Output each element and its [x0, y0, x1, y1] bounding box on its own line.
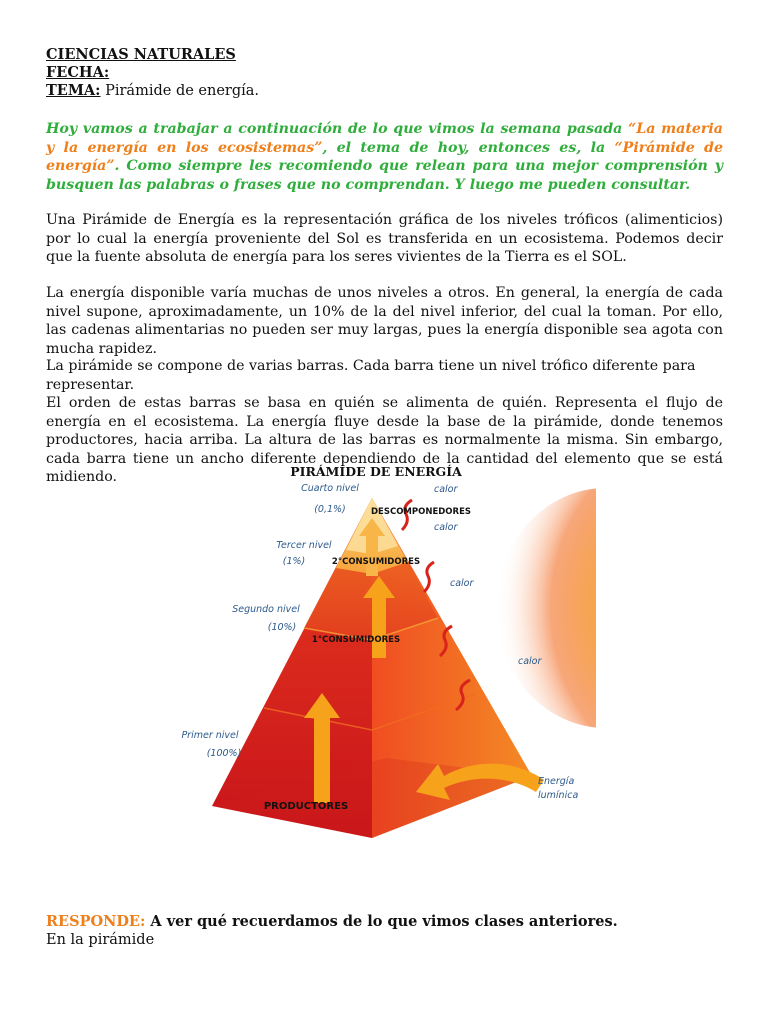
heat-label-2: calor	[450, 578, 474, 589]
sun-glow	[496, 488, 596, 728]
energy-pyramid-diagram	[176, 458, 596, 868]
intro-text-1: Hoy vamos a trabajar a continuación de lo que vimos la semana pasada	[46, 121, 629, 137]
heat-label-1: calor	[518, 656, 542, 667]
respond-text: A ver qué recuerdamos de lo que vimos clases anteriores.	[145, 913, 618, 930]
level-1-pct: (100%)	[206, 748, 242, 759]
heat-label-3: calor	[434, 522, 458, 533]
level-3-name: Tercer nivel	[276, 540, 332, 551]
document-header	[46, 46, 259, 100]
level-1-name: Primer nivel	[181, 730, 239, 741]
respond-keyword: RESPONDE:	[46, 913, 146, 930]
respond-line-2: En la pirámide	[46, 932, 155, 948]
level-1-group: PRODUCTORES	[263, 801, 349, 812]
paragraph-energy: La energía disponible varía muchas de unos niveles a otros. En general, la energía de cada nivel supone, aproximadamente, un 10% de la del nivel inferior, del cual la toman. Por ello, las cadenas alimentarias no pueden ser muy largas, pues la energía disponible sea agota con mucha rapidez.	[46, 285, 723, 357]
level-4-name: Cuarto nivel	[301, 483, 359, 494]
level-2-name: Segundo nivel	[232, 604, 300, 615]
level-3-group: 2°CONSUMIDORES	[331, 557, 421, 567]
level-2-pct: (10%)	[267, 622, 297, 633]
level-4-group: DESCOMPONEDORES	[370, 507, 472, 517]
paragraph-bars-line1: La pirámide se compone de varias barras. Cada barra tiene un nivel trófico diferente para representar.	[46, 358, 696, 393]
energy-pyramid-figure	[176, 458, 596, 868]
date-label: FECHA:	[46, 64, 110, 81]
topic-value: Pirámide de energía.	[105, 83, 260, 99]
subject-title: CIENCIAS NATURALES	[46, 46, 236, 63]
respond-line	[46, 912, 618, 931]
heat-label-4: calor	[434, 484, 458, 495]
level-3-pct: (1%)	[282, 556, 306, 567]
intro-text-3: . Como siempre les recomiendo que relean para una mejor comprensión y busquen las palabras o frases que no comprendan. Y luego me pueden consultar.	[46, 158, 723, 193]
paragraph-definition: Una Pirámide de Energía es la representación gráfica de los niveles tróficos (alimenticios) por lo cual la energía proveniente del Sol es transferida en un ecosistema. Podemos decir que la fuente absoluta de energía para los seres vivientes de la Tierra es el SOL.	[46, 212, 723, 265]
level-4-pct: (0,1%)	[314, 504, 346, 515]
intro-paragraph	[46, 120, 723, 194]
heat-arrow-3	[424, 562, 434, 592]
light-label-2: lumínica	[538, 790, 579, 801]
paragraph-bars-line2: El orden de estas barras se basa en quién se alimenta de quién. Representa el flujo de energía en el ecosistema. La energía fluye desde la base de la pirámide, donde tenemos productores, hacia arriba. La altura de las barras es normalmente la misma. Sin embargo, cada barra tiene un ancho diferente dependiendo de la cantidad del elemento que se está midiendo.	[46, 395, 723, 485]
intro-quote-2: “Pirámide de energía”	[46, 139, 723, 174]
intro-text-2: , el tema de hoy, entonces es, la	[322, 139, 615, 156]
light-label-1: Energía	[538, 776, 575, 787]
topic-line	[46, 82, 259, 100]
figure-title: PIRÁMIDE DE ENERGÍA	[290, 464, 462, 479]
topic-label: TEMA:	[46, 82, 101, 99]
level-2-group: 1°CONSUMIDORES	[311, 635, 401, 645]
intro-quote-1: “La materia y la energía en los ecosistemas”	[46, 121, 723, 156]
